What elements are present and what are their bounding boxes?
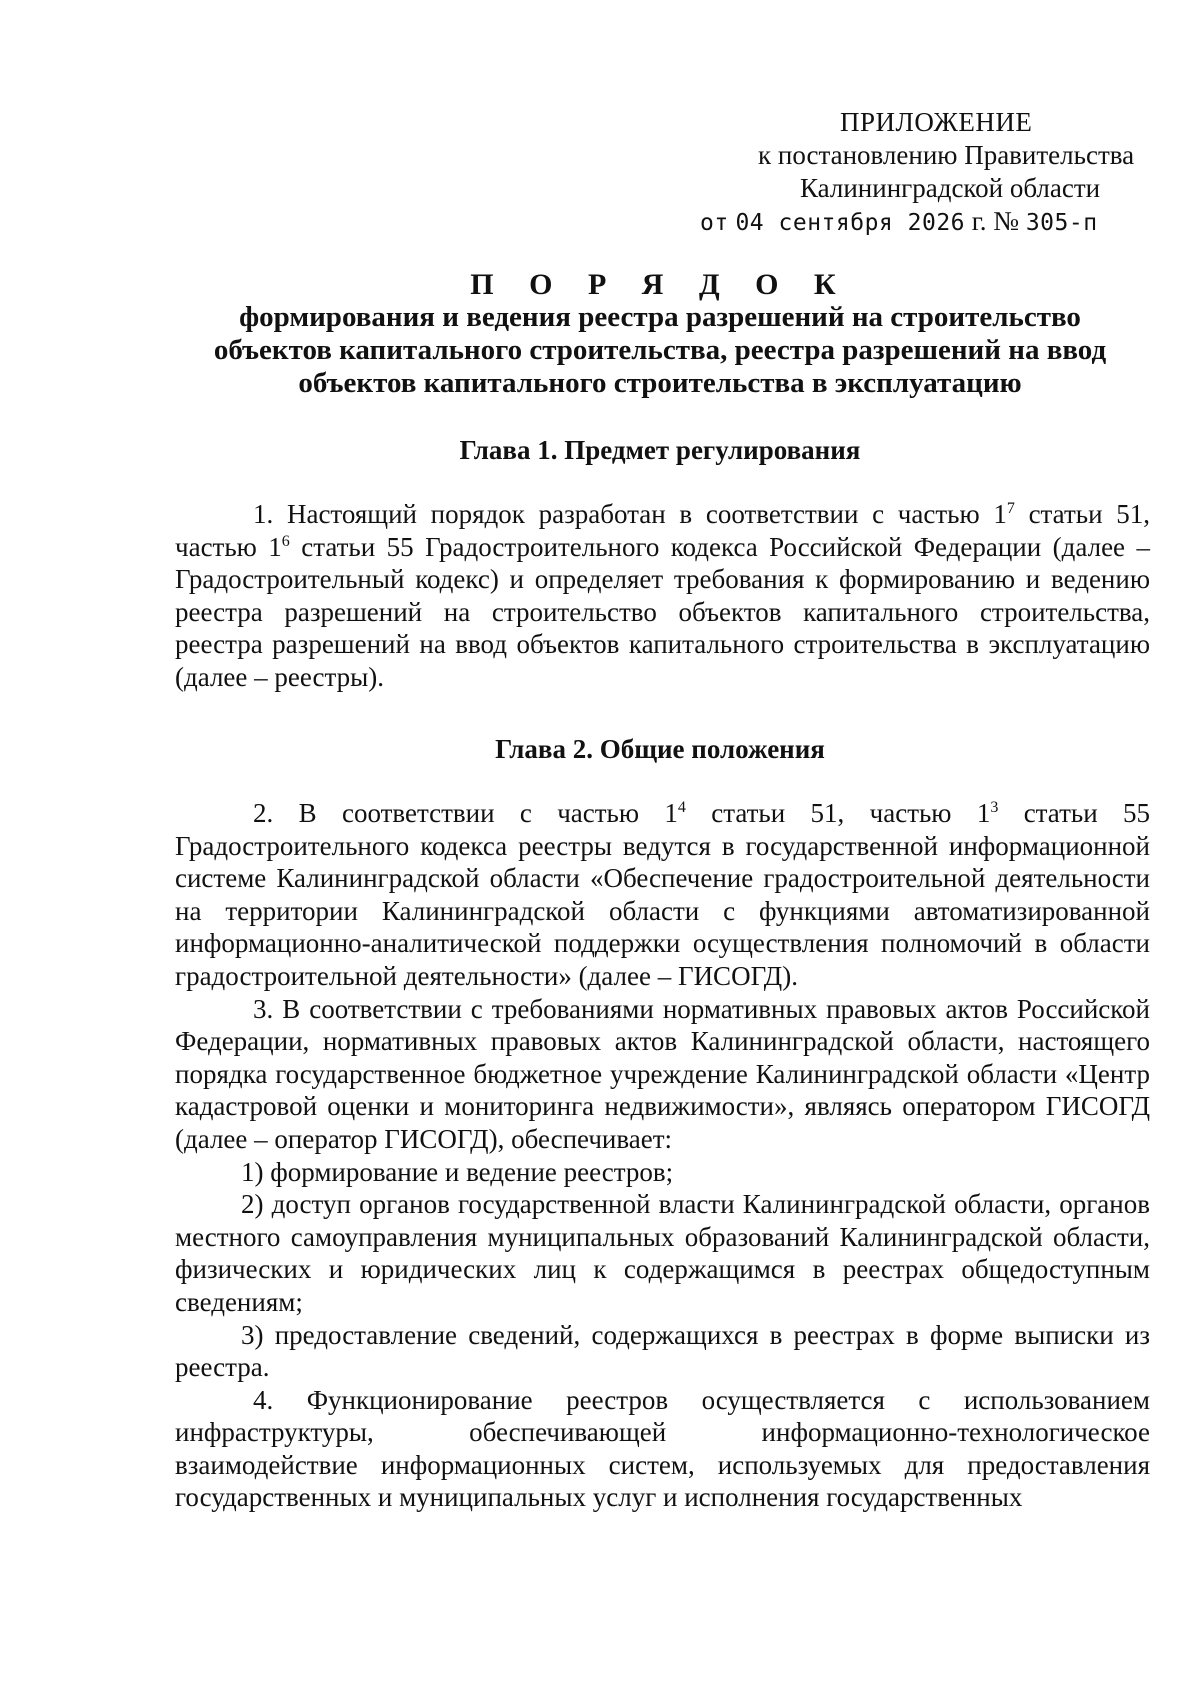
paragraph-2-sup-1: 4 (677, 799, 686, 816)
list-item-2: 2) доступ органов государственной власти Калининградской области, органов местного самоуправления муниципальных образований Калининградской области, физических и юридических лиц к содержащимся в реестрах общедоступным сведениям; (175, 1189, 1150, 1317)
appendix-resolution-line: к постановлению Правительства (758, 140, 1135, 170)
paragraph-1-part-c: статьи 55 Градостроительного кодекса Российской Федерации (далее – Градостроительный кодекс) и определяет требования к формированию и ведению реестра разрешений на строительство объектов капитального строительства, реестра разрешений на ввод объектов капитального строительства в эксплуатацию (далее – реестры). (175, 531, 1150, 692)
date-value: 04 сентября 2026 (735, 210, 966, 236)
paragraph-1-part-b: статьи 51, частью 1 (175, 499, 1150, 562)
document-subtitle-line-1: формирования и ведения реестра разрешений на строительство (239, 301, 1081, 333)
chapter-1-heading: Глава 1. Предмет регулирования (459, 435, 861, 465)
paragraph-2-part-b: статьи 51, частью 1 (685, 798, 991, 828)
paragraph-2-part-c: статьи 55 Градостроительного кодекса реестры ведутся в государственной информационной системе Калининградской области «Обеспечение градостроительной деятельности на территории Калининградской области с функциями автоматизированной информационно-аналитической поддержки осуществления полномочий в области градостроительной деятельности» (далее – ГИСОГД). (175, 798, 1151, 991)
chapter-2-heading: Глава 2. Общие положения (495, 734, 825, 764)
paragraph-2-part-a: 2. В соответствии с частью 1 (253, 798, 678, 828)
paragraph-3: 3. В соответствии с требованиями нормативных правовых актов Российской Федерации, нормативных правовых актов Калининградской области, настоящего порядка государственное бюджетное учреждение Калининградской области «Центр кадастровой оценки и мониторинга недвижимости», являясь оператором ГИСОГД (далее – оператор ГИСОГД), обеспечивает: (175, 993, 1150, 1154)
paragraph-1-sup-1: 7 (1006, 500, 1015, 517)
document-title: П О Р Я Д О К (470, 268, 850, 301)
list-item-3: 3) предоставление сведений, содержащихся в реестрах в форме выписки из реестра. (175, 1319, 1150, 1383)
paragraph-1-sup-2: 6 (281, 532, 290, 550)
appendix-title: ПРИЛОЖЕНИЕ (840, 107, 1033, 137)
chapter-1-body (175, 498, 1150, 694)
document-subtitle-line-3: объектов капитального строительства в эксплуатацию (298, 367, 1022, 399)
paragraph-1-part-a: 1. Настоящий порядок разработан в соответствии с частью 1 (253, 499, 1007, 529)
paragraph-2-sup-2: 3 (990, 799, 999, 816)
appendix-date-line (690, 205, 1150, 240)
date-mid: г. № (971, 206, 1020, 236)
date-prefix: от (700, 210, 729, 236)
list-item-1: 1) формирование и ведение реестров; (241, 1156, 674, 1187)
document-subtitle-line-2: объектов капитального строительства, реестра разрешений на ввод (213, 334, 1107, 366)
paragraph-4: 4. Функционирование реестров осуществляется с использованием инфраструктуры, обеспечивающей информационно-технологическое взаимодействие информационных систем, используемых для предоставления государственных и муниципальных услуг и исполнения государственных (175, 1384, 1150, 1513)
chapter-2-body (175, 797, 1150, 1514)
paragraph-1 (175, 498, 1150, 694)
resolution-number: 305-п (1025, 210, 1098, 236)
document-title-block (170, 268, 1150, 400)
appendix-region-line: Калининградской области (800, 173, 1101, 203)
paragraph-2 (175, 797, 1150, 993)
appendix-header (690, 106, 1150, 240)
